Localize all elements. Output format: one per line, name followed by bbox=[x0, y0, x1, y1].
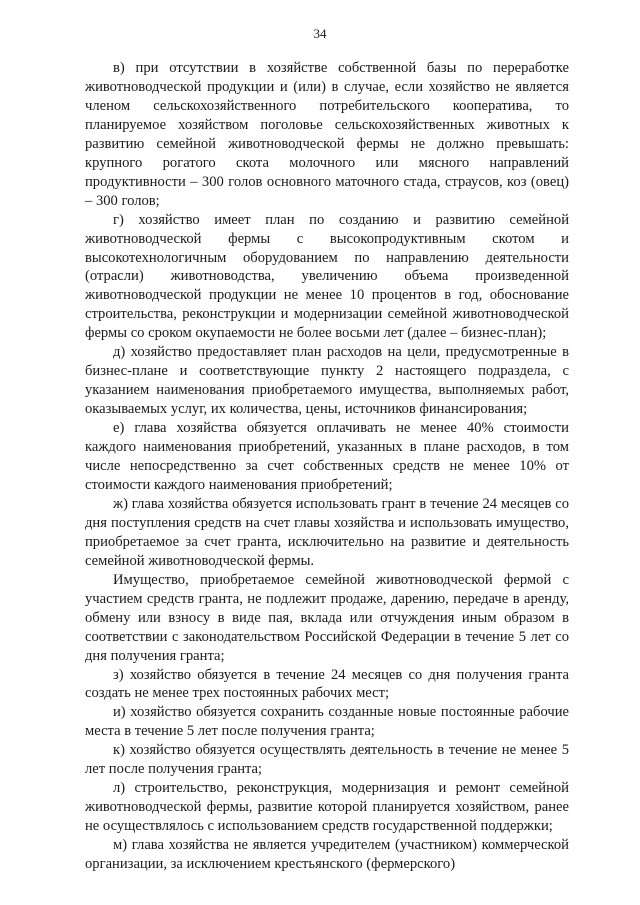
paragraph-l: л) строительство, реконструкция, модернизация и ремонт семейной животноводческой фермы, развитие которой планируется хозяйством, ранее не осуществлялось с использованием средств государственной поддержки; bbox=[85, 780, 569, 835]
paragraph-zh: ж) глава хозяйства обязуется использовать грант в течение 24 месяцев со дня поступления средств на счет главы хозяйства и использовать имущество, приобретаемое за счет гранта, исключительно на развитие и деятельность семейной животноводческой фермы. bbox=[85, 495, 569, 569]
paragraph-i: и) хозяйство обязуется сохранить созданные новые постоянные рабочие места в течение 5 лет после получения гранта; bbox=[85, 704, 569, 740]
paragraph-g: г) хозяйство имеет план по созданию и развитию семейной животноводческой фермы с высокопродуктивным скотом и высокотехнологичным оборудованием по направлению деятельности (отрасли) животноводства, увеличению объема произведенной животноводческой продукции не менее 10 процентов в год, обоснование строительства, реконструкции и модернизации семейной животноводческой фермы со сроком окупаемости не более восьми лет (далее – бизнес-план); bbox=[85, 211, 569, 342]
paragraph-e: е) глава хозяйства обязуется оплачивать не менее 40% стоимости каждого наименования приобретений, указанных в плане расходов, в том числе непосредственно за счет собственных средств не менее 10% от стоимости каждого наименования приобретений; bbox=[85, 420, 569, 493]
paragraph-z: з) хозяйство обязуется в течение 24 месяцев со дня получения гранта создать не менее трех постоянных рабочих мест; bbox=[85, 666, 569, 702]
paragraph-m: м) глава хозяйства не является учредителем (участником) коммерческой организации, за исключением крестьянского (фермерского) bbox=[85, 837, 569, 873]
paragraph-k: к) хозяйство обязуется осуществлять деятельность в течение не менее 5 лет после получения гранта; bbox=[85, 742, 569, 778]
page-number: 34 bbox=[313, 26, 327, 41]
document-body bbox=[85, 59, 569, 874]
paragraph-property: Имущество, приобретаемое семейной животноводческой фермой с участием средств гранта, не подлежит продаже, дарению, передаче в аренду, обмену или взносу в виде пая, вклада или отчуждения иным образом в соответствии с законодательством Российской Федерации в течение 5 лет со дня получения гранта; bbox=[85, 571, 569, 664]
paragraph-v: в) при отсутствии в хозяйстве собственной базы по переработке животноводческой продукции и (или) в случае, если хозяйство не является членом сельскохозяйственного потребительского кооператива, то планируемое хозяйством поголовье сельскохозяйственных животных к развитию семейной животноводческой фермы не должно превышать: крупного рогатого скота молочного или мясного направлений продуктивности – 300 голов основного маточного стада, страусов, коз (овец) – 300 голов; bbox=[85, 60, 569, 209]
paragraph-d: д) хозяйство предоставляет план расходов на цели, предусмотренные в бизнес-плане и соответствующие пункту 2 настоящего подраздела, с указанием наименования приобретаемого имущества, выполняемых работ, оказываемых услуг, их количества, цены, источников финансирования; bbox=[85, 344, 569, 418]
